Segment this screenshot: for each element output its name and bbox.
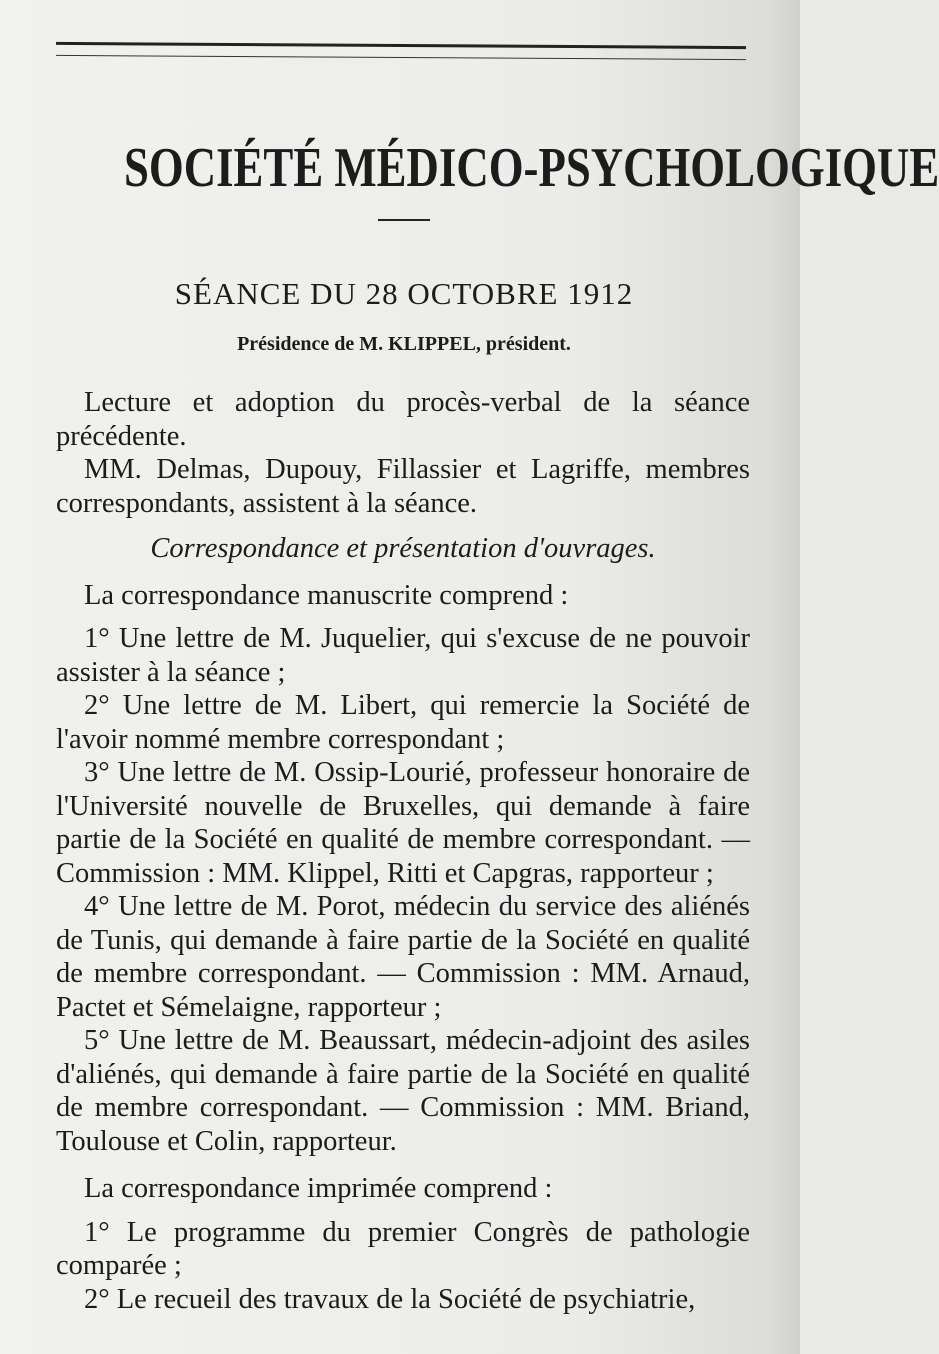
manuscript-item-1: 1° Une lettre de M. Juquelier, qui s'excuse de ne pouvoir assister à la séance ;: [56, 623, 750, 688]
minutes-body: [56, 386, 750, 1316]
manuscript-item-5: 5° Une lettre de M. Beaussart, médecin-adjoint des asiles d'aliénés, qui demande à faire partie de la Société en qualité de membre correspondant. — Commission : MM. Briand, Toulouse et Colin, rapporteur.: [56, 1025, 750, 1157]
manuscript-intro: La correspondance manuscrite comprend :: [84, 579, 569, 611]
title-divider: [378, 219, 430, 221]
adoption-paragraph: Lecture et adoption du procès-verbal de la séance précédente.: [56, 387, 750, 452]
society-title: SOCIÉTÉ MÉDICO-PSYCHOLOGIQUE: [124, 137, 939, 199]
manuscript-item-2: 2° Une lettre de M. Libert, qui remercie la Société de l'avoir nommé membre correspondant ;: [56, 690, 750, 755]
session-heading: SÉANCE DU 28 OCTOBRE 1912: [174, 276, 634, 311]
presidency-line: Présidence de M. KLIPPEL, président.: [237, 333, 571, 355]
manuscript-item-4: 4° Une lettre de M. Porot, médecin du service des aliénés de Tunis, qui demande à faire partie de la Société en qualité de membre correspondant. — Commission : MM. Arnaud, Pactet et Sémelaigne, rapporteur ;: [56, 891, 750, 1023]
printed-intro: La correspondance imprimée comprend :: [84, 1173, 553, 1204]
attendance-paragraph: MM. Delmas, Dupouy, Fillassier et Lagriffe, membres correspondants, assistent à la séance.: [56, 454, 750, 519]
printed-item-2: 2° Le recueil des travaux de la Société de psychiatrie,: [84, 1283, 696, 1315]
header-double-rule: [56, 42, 746, 60]
printed-item-1: 1° Le programme du premier Congrès de pathologie comparée ;: [56, 1216, 750, 1281]
section-title: Correspondance et présentation d'ouvrages.: [150, 533, 656, 564]
manuscript-item-3: 3° Une lettre de M. Ossip-Lourié, professeur honoraire de l'Université nouvelle de Bruxelles, qui demande à faire partie de la Société en qualité de membre correspondant. — Commission : MM. Klippel, Ritti et Capgras, rapporteur ;: [56, 757, 750, 889]
